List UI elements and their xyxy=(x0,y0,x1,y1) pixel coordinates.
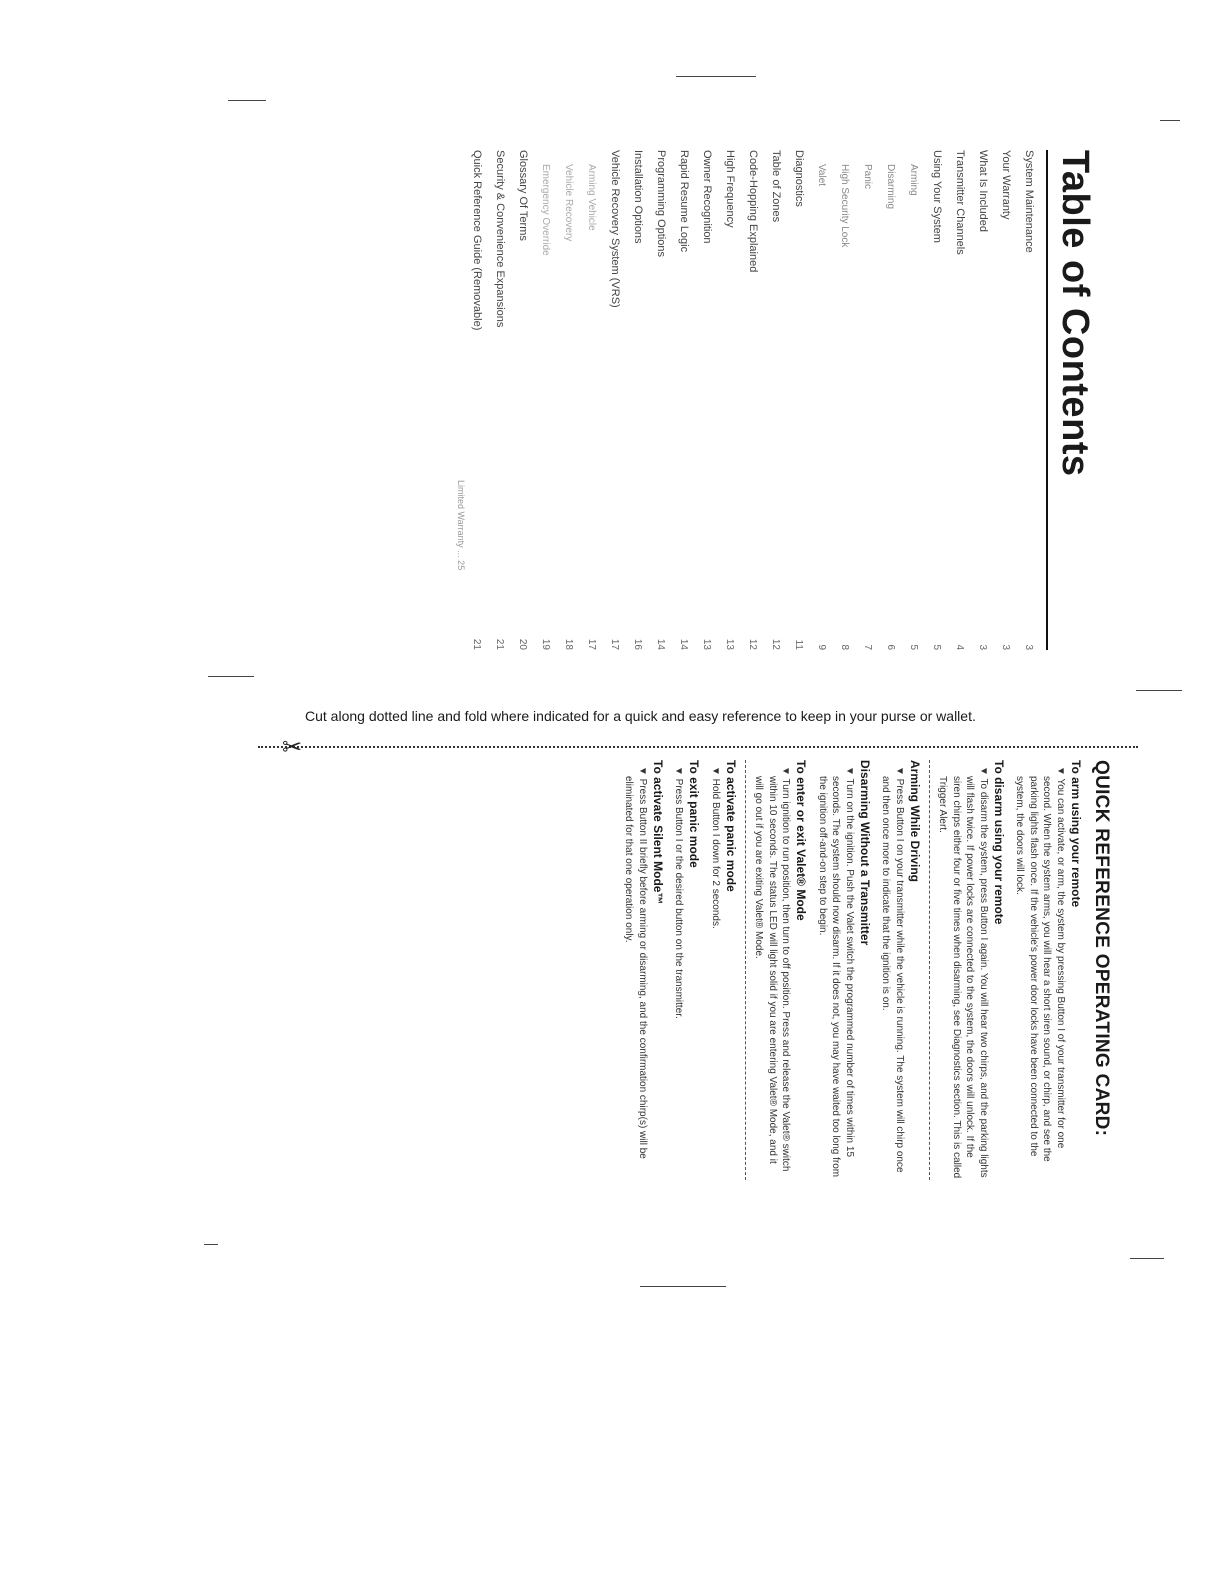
section-title: To enter or exit Valet® Mode xyxy=(794,760,809,921)
scan-mark xyxy=(204,1244,218,1245)
toc-entry: Table of Zones 12 xyxy=(770,150,782,650)
card-section-activate-panic xyxy=(709,760,740,1180)
section-title: To disarm using your remote xyxy=(992,760,1006,925)
card-section-exit-panic xyxy=(672,760,703,1180)
card-section-arm xyxy=(1013,760,1084,1180)
fold-mark xyxy=(208,676,254,677)
card-section-silent-mode xyxy=(622,760,666,1180)
toc-entry: Vehicle Recovery System (VRS) 17 xyxy=(609,150,621,650)
section-body: ▼ To disarm the system, press Button I again. You will hear two chirps, and the parking lights will flash twice. If power locks are connected to the system, the doors will unlock. If the siren chirps either four or five times when disarming, see Diagnostics section. This is called Trigger Alert. xyxy=(937,766,989,1179)
toc-entry: What Is Included 3 xyxy=(977,150,989,650)
section-body: ▼ Hold Button I down for 2 seconds. xyxy=(710,766,721,929)
table-of-contents xyxy=(438,150,1098,650)
quick-reference-card xyxy=(302,760,1112,1180)
scan-mark xyxy=(676,76,756,77)
scissors-icon: ✂ xyxy=(282,734,303,761)
toc-entry: Installation Options 16 xyxy=(632,150,644,650)
section-title: To exit panic mode xyxy=(687,760,702,868)
card-section-disarm xyxy=(936,760,1007,1180)
scan-mark xyxy=(1160,120,1180,121)
toc-entry: Glossary Of Terms 20 xyxy=(517,150,529,650)
toc-footer-entry: Limited Warranty ... 25 xyxy=(456,480,466,571)
card-section-disarm-without-transmitter xyxy=(816,760,874,1180)
toc-subentry: Arming Vehicle 17 xyxy=(586,164,597,650)
section-title: To activate panic mode xyxy=(724,760,738,892)
scan-mark xyxy=(640,1286,726,1287)
toc-entry: System Maintenance 3 xyxy=(1023,150,1035,650)
cut-instruction: Cut along dotted line and fold where indicated for a quick and easy reference to keep in your purse or wallet. xyxy=(305,708,976,724)
section-title: Disarming Without a Transmitter xyxy=(858,760,872,946)
toc-entry: High Frequency 13 xyxy=(724,150,736,650)
fold-line xyxy=(745,760,746,1180)
fold-line xyxy=(929,760,930,1180)
toc-subentry: Arming 5 xyxy=(908,164,919,650)
toc-entry: Rapid Resume Logic 14 xyxy=(678,150,690,650)
toc-entry: Owner Recognition 13 xyxy=(701,150,713,650)
section-body: ▼ Press Button II briefly before arming or disarming, and the confirmation chirp(s) will be eliminated for that one operation only. xyxy=(623,766,648,1159)
toc-subentry: High Security Lock 8 xyxy=(839,164,850,650)
section-title: To activate Silent Mode™ xyxy=(651,760,665,905)
toc-entry: Your Warranty 3 xyxy=(1000,150,1012,650)
card-section-valet xyxy=(752,760,810,1180)
section-title: To arm using your remote xyxy=(1069,760,1083,908)
scan-mark xyxy=(1130,1258,1164,1259)
section-body: ▼ Press Button I on your transmitter while the vehicle is running. The system will chirp once and then once more to indicate that the ignition is on. xyxy=(880,766,905,1173)
toc-list xyxy=(465,150,1040,650)
card-title: QUICK REFERENCE OPERATING CARD: xyxy=(1091,760,1112,1137)
toc-entry: Transmitter Channels 4 xyxy=(954,150,966,650)
cut-line xyxy=(258,746,1138,748)
section-body: ▼ You can activate, or arm, the system by pressing Button I of your transmitter for one second. When the system arms, you will hear a short siren sound, or chirp, and see the parking lights flash once. If the vehicle's power door locks have been connected to the system, the doors will lock. xyxy=(1014,766,1066,1162)
card-section-arming-while-driving xyxy=(879,760,923,1180)
toc-entry: Programming Options 14 xyxy=(655,150,667,650)
toc-title: Table of Contents xyxy=(1046,150,1098,650)
toc-subentry: Disarming 6 xyxy=(885,164,896,650)
toc-subentry: Vehicle Recovery 18 xyxy=(563,164,574,650)
toc-subentry: Emergency Override 19 xyxy=(540,164,551,650)
toc-entry: Quick Reference Guide (Removable) 21 xyxy=(471,150,483,650)
section-body: ▼ Press Button I or the desired button on the transmitter. xyxy=(673,766,685,1019)
section-body: ▼ Turn on the ignition. Push the Valet switch the programmed number of times within 15 seconds. The system should now disarm. If it does not, you may have waited too long from the ignition off-and-on step to begin. xyxy=(817,766,855,1178)
section-title: Arming While Driving xyxy=(908,760,922,883)
toc-entry: Using Your System 5 xyxy=(931,150,943,650)
toc-entry: Code-Hopping Explained 12 xyxy=(747,150,759,650)
toc-entry: Security & Convenience Expansions 21 xyxy=(494,150,506,650)
scan-mark xyxy=(228,100,266,101)
fold-mark xyxy=(1136,690,1182,691)
toc-subentry: Panic 7 xyxy=(862,164,873,650)
toc-subentry: Valet 9 xyxy=(816,164,827,650)
section-body: ▼ Turn ignition to run position, then turn to off position. Press and release the Valet® switch within 10 seconds. The status LED will light solid if you are entering Valet® Mode, and it will go out if you are exiting Valet® Mode. xyxy=(753,766,792,1172)
toc-entry: Diagnostics 11 xyxy=(793,150,805,650)
